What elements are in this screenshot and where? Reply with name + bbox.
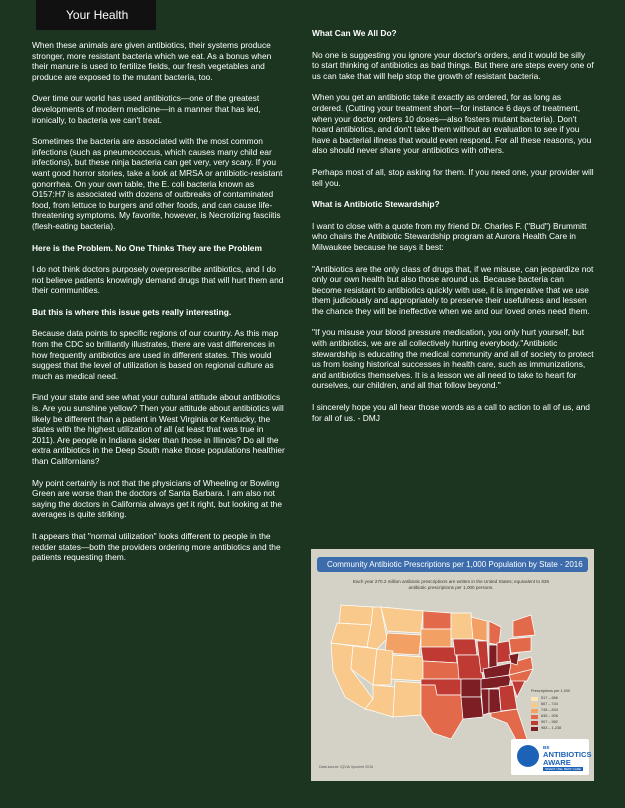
legend-swatch: [531, 721, 538, 725]
state-mt: [381, 607, 423, 633]
legend-item: [531, 726, 581, 731]
section-heading: Here is the Problem. No One Thinks They are the Problem: [32, 242, 262, 253]
state-or: [331, 623, 371, 647]
paragraph: Sometimes the bacteria are associated with the most common infections (such as pneumococcus, which causes many child ear infections), but these ninja bacteria can get very, very scary. If you want good horror stories, take a look at MRSA or antibiotic-resistant gonorrhea. On your own table, the E. coli bacteria known as O157:H7 is associated with dozens of outbreaks of contaminated food, from lettuce to burgers and other foods, and can cause life-threatening symptoms. My favorite, however, is Necrotizing fasciitis (flesh-eating bacteria).: [32, 136, 283, 231]
state-ia: [453, 639, 477, 655]
map-title: Community Antibiotic Prescriptions per 1,000 Population by State - 2016: [317, 557, 588, 572]
state-in: [489, 645, 497, 669]
section-tab: [36, 0, 156, 30]
paragraph: No one is suggesting you ignore your doctor's orders, and it would be silly to start thinking of antibiotics as bad things. But there are steps every one of us can take that will help stop the growth of resistant bacteria.: [312, 49, 594, 81]
logo-line1: BE: [543, 745, 550, 750]
legend-swatch: [531, 727, 538, 731]
legend-swatch: [531, 697, 538, 701]
section-heading: But this is where this issue gets really interesting.: [32, 306, 232, 317]
legend-swatch: [531, 703, 538, 707]
state-co: [391, 655, 423, 681]
logo-line3: AWARE: [543, 758, 571, 767]
state-ar: [461, 679, 481, 697]
state-mi: [489, 621, 501, 645]
paragraph: Over time our world has used antibiotics—one of the greatest developments of modern medicine—in a manner that has led, ironically, to bacteria we can't treat.: [32, 93, 261, 125]
paragraph: Perhaps most of all, stop asking for them. If you need one, your provider will tell you.: [312, 166, 594, 188]
right-column: [312, 28, 594, 434]
section-label: Your Health: [66, 8, 129, 22]
state-mn: [451, 613, 473, 639]
section-heading: What Can We All Do?: [312, 28, 397, 38]
state-wi: [471, 617, 487, 641]
paragraph: When you get an antibiotic take it exactly as ordered, for as long as ordered. (Cutting your treatment short—for instance 6 days of treatment, when your doctor orders 10 doses—also fosters mutant bacteria). Don't hoard antibiotics, and don't take them without an evaluation to see if you have a bacterial illness that would even respond. For all these reasons, you also should never share your antibiotics with others.: [312, 92, 592, 156]
map-subtitle: Each year 270.2 million antibiotic prescriptions are written in the United States; equivalent to 836 antibiotic prescriptions per 1,000 persons.: [352, 579, 550, 590]
paragraph: I want to close with a quote from my friend Dr. Charles F. ("Bud") Brummitt who chairs the Antibiotic Stewardship program at Aurora Health Care in Milwaukee because he says it best:: [312, 220, 587, 252]
state-nd: [423, 611, 451, 629]
state-wa: [339, 605, 373, 625]
map-source: Data source: IQVIA Xponent 2016: [319, 765, 374, 769]
paragraph: Find your state and see what your cultural attitude about antibiotics is. Are you sunshine yellow? Then your attitude about antibiotics will likely be different than a patient in West Virginia or Kentucky, the states with the highest utilization of all (at least that was true in 2011). Are people in Indiana sicker than those in Illinois? Do all the extra antibiotics in the Deep South make those populations healthier than Californians?: [32, 392, 285, 466]
logo-tagline: SMART USE, BEST CARE: [544, 767, 581, 771]
antibiotic-prescription-map: [311, 549, 594, 781]
state-oh: [497, 641, 511, 663]
legend-title: Prescriptions per 1,000: [531, 689, 571, 693]
paragraph: It appears that "normal utilization" looks different to people in the redder states—both the providers ordering more antibiotics and the patients requesting them.: [32, 530, 281, 563]
left-column: [32, 40, 288, 574]
state-la: [461, 697, 483, 719]
logo-icon: [517, 745, 539, 767]
be-antibiotics-aware-logo: [511, 739, 592, 775]
legend-label: 667 – 744: [541, 702, 558, 706]
paragraph: "If you misuse your blood pressure medication, you only hurt yourself, but with antibiotics, we are all collectively hurting everybody."Antibiotic stewardship is educating the medical community and all of society to protect us from losing historical successes in health care, such as immunizations, and antibiotics themselves. It is a lesson we all need to take to heart for ourselves, our children, and all that follow beyond.": [312, 327, 594, 391]
legend-swatch: [531, 715, 538, 719]
state-ne: [421, 647, 457, 663]
state-pa: [509, 637, 531, 653]
paragraph: I sincerely hope you all hear those words as a call to action to all of us, and for all of us. - DMJ: [312, 402, 590, 423]
legend-label: 907 – 982: [541, 720, 558, 724]
us-map-graphic: [321, 599, 536, 759]
legend-label: 745 – 834: [541, 708, 558, 712]
paragraph: My point certainly is not that the physicians of Wheeling or Bowling Green are worse than the doctors of Santa Barbara. I am also not saying the doctors in California always get it right, but looking at the averages is quite striking.: [32, 477, 282, 520]
legend-item: [531, 702, 581, 707]
legend-swatch: [531, 709, 538, 713]
paragraph: I do not think doctors purposely overprescribe antibiotics, and I do not believe patients knowingly demand drugs that will hurt them and their communities.: [32, 264, 284, 296]
state-ny: [513, 615, 535, 637]
paragraph: Because data points to specific regions of our country. As this map from the CDC so brilliantly illustrates, there are vast differences in how frequently antibiotics are used in different states. This would suggest that the level of utilization is based on regional culture as much as medical need.: [32, 328, 279, 381]
paragraph: "Antibiotics are the only class of drugs that, if we misuse, can jeopardize not only our own health but also those around us. Because bacteria can become resistant to antibiotics quickly with use, it is imperative that we use them judiciously and appropriately to preserve their usefulness and lessen the chance they will be ineffective when we and our loved ones need them.: [312, 263, 594, 316]
state-nm: [393, 681, 421, 717]
section-heading: What is Antibiotic Stewardship?: [312, 199, 440, 210]
state-sd: [421, 629, 451, 647]
logo-line2: ANTIBIOTICS: [543, 750, 592, 759]
state-ks: [423, 661, 459, 679]
legend-item: [531, 720, 581, 725]
legend-item: [531, 708, 581, 713]
legend-label: 835 – 906: [541, 714, 558, 718]
legend-label: 517 – 666: [541, 696, 558, 700]
map-legend: [531, 689, 581, 732]
legend-item: [531, 696, 581, 701]
legend-label: 983 – 1,238: [541, 726, 562, 730]
legend-item: [531, 714, 581, 719]
paragraph: When these animals are given antibiotics, their systems produce stronger, more resistant bacteria which we eat. As a bonus when their manure is used to fertilize fields, our fresh vegetables and produce are exposed to the mutant bacteria, too.: [32, 40, 272, 82]
